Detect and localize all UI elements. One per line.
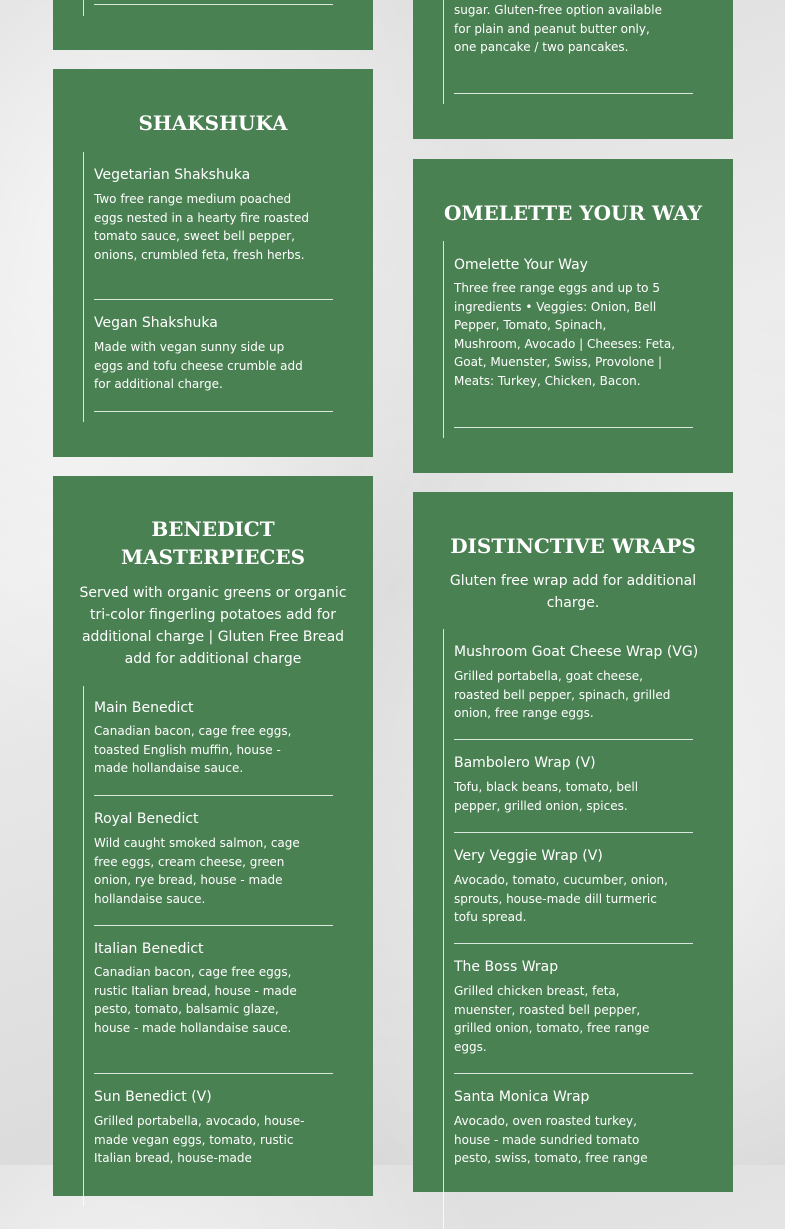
menu-card-pancakes <box>413 0 733 139</box>
item-divider <box>454 1073 693 1074</box>
menu-item <box>94 809 333 909</box>
item-divider <box>454 93 693 94</box>
menu-item-description: Two free range medium poached eggs nested in a hearty fire roasted tomato sauce, sweet bell pepper, onions, crumbled feta, fresh herbs. <box>94 192 310 262</box>
menu-item-name: Royal Benedict <box>94 811 199 827</box>
menu-item-description: Grilled portabella, avocado, house-made vegan eggs, tomato, rustic Italian bread, house-made <box>94 1114 305 1165</box>
menu-items-list <box>83 152 333 422</box>
item-divider <box>94 4 333 5</box>
section-description: Served with organic greens or organic tri-color fingerling potatoes add for additional charge | Gluten Free Bread add for additional charge <box>79 585 347 667</box>
item-divider <box>454 832 693 833</box>
menu-item-description: Grilled portabella, goat cheese, roasted bell pepper, spinach, grilled onion, free range eggs. <box>454 669 671 720</box>
section-title: OMELETTE YOUR WAY <box>443 201 703 225</box>
menu-item <box>94 313 333 403</box>
menu-item <box>454 846 693 936</box>
menu-item <box>94 165 333 285</box>
menu-item-name: Santa Monica Wrap <box>454 1089 590 1105</box>
section-title: BENEDICT MASTERPIECES <box>120 517 306 569</box>
section-description: Gluten free wrap add for additional charge. <box>449 573 697 611</box>
menu-card-wraps <box>413 492 733 1192</box>
menu-item-description: Grilled chicken breast, feta, muenster, roasted bell pepper, grilled onion, tomato, free range eggs. <box>454 984 650 1054</box>
menu-item-name: Mushroom Goat Cheese Wrap (VG) <box>454 644 699 660</box>
menu-item-name: Omelette Your Way <box>454 257 588 273</box>
menu-item <box>94 698 333 788</box>
menu-item-description: Three free range eggs and up to 5 ingredients • Veggies: Onion, Bell Pepper, Tomato, Spinach, Mushroom, Avocado | Cheeses: Feta, Goat, Muenster, Swiss, Provolone | Meats: Turkey, Chicken, Bacon. <box>454 281 676 388</box>
menu-card-omelette <box>413 159 733 473</box>
menu-item <box>94 939 333 1059</box>
menu-item-name: Very Veggie Wrap (V) <box>454 848 603 864</box>
menu-card-benedict <box>53 476 373 1196</box>
menu-item-description: Made with vegan sunny side up eggs and tofu cheese crumble add for additional charge. <box>94 340 303 391</box>
item-divider <box>454 427 693 428</box>
item-divider <box>94 299 333 300</box>
menu-items-list <box>443 241 693 438</box>
item-divider <box>94 411 333 412</box>
menu-item <box>454 957 693 1067</box>
menu-item <box>454 255 693 415</box>
section-title: DISTINCTIVE WRAPS <box>450 534 696 558</box>
menu-item-name: Sun Benedict (V) <box>94 1089 212 1105</box>
menu-item-description: Wild caught smoked salmon, cage free eggs, cream cheese, green onion, rye bread, house - made hollandaise sauce. <box>94 836 300 906</box>
menu-items-list <box>443 629 699 1229</box>
menu-item-name: Bambolero Wrap (V) <box>454 755 596 771</box>
menu-items-list <box>443 0 693 104</box>
menu-item-description: Avocado, tomato, cucumber, onion, sprouts, house-made dill turmeric tofu spread. <box>454 873 668 924</box>
item-divider <box>94 1073 333 1074</box>
item-divider <box>94 795 333 796</box>
section-title: SHAKSHUKA <box>138 111 288 135</box>
menu-item-description: sugar. Gluten-free option available for plain and peanut butter only, one pancake / two pancakes. <box>454 3 662 54</box>
menu-item <box>454 0 693 80</box>
menu-item-description: Canadian bacon, cage free eggs, rustic Italian bread, house - made pesto, tomato, balsamic glaze, house - made hollandaise sauce. <box>94 965 297 1035</box>
menu-item-description: Tofu, black beans, tomato, bell pepper, grilled onion, spices. <box>454 780 639 813</box>
menu-item-description: Canadian bacon, cage free eggs, toasted English muffin, house - made hollandaise sauce. <box>94 724 292 775</box>
menu-item-name: The Boss Wrap <box>454 959 559 975</box>
menu-item-name: Vegan Shakshuka <box>94 315 218 331</box>
item-divider <box>94 925 333 926</box>
menu-card-shakshuka <box>53 69 373 457</box>
menu-card-previous <box>53 0 373 50</box>
menu-item-name: Italian Benedict <box>94 941 204 957</box>
menu-item-name: Vegetarian Shakshuka <box>94 167 251 183</box>
menu-item <box>454 1087 693 1187</box>
item-divider <box>454 943 693 944</box>
menu-items-list <box>83 0 333 16</box>
menu-item-name: Main Benedict <box>94 700 194 716</box>
menu-item <box>94 1087 333 1187</box>
menu-item <box>454 642 699 732</box>
menu-item <box>454 753 693 823</box>
menu-item-description: Avocado, oven roasted turkey, house - made sundried tomato pesto, swiss, tomato, free range <box>454 1114 648 1165</box>
item-divider <box>454 739 693 740</box>
menu-items-list <box>83 686 333 1206</box>
